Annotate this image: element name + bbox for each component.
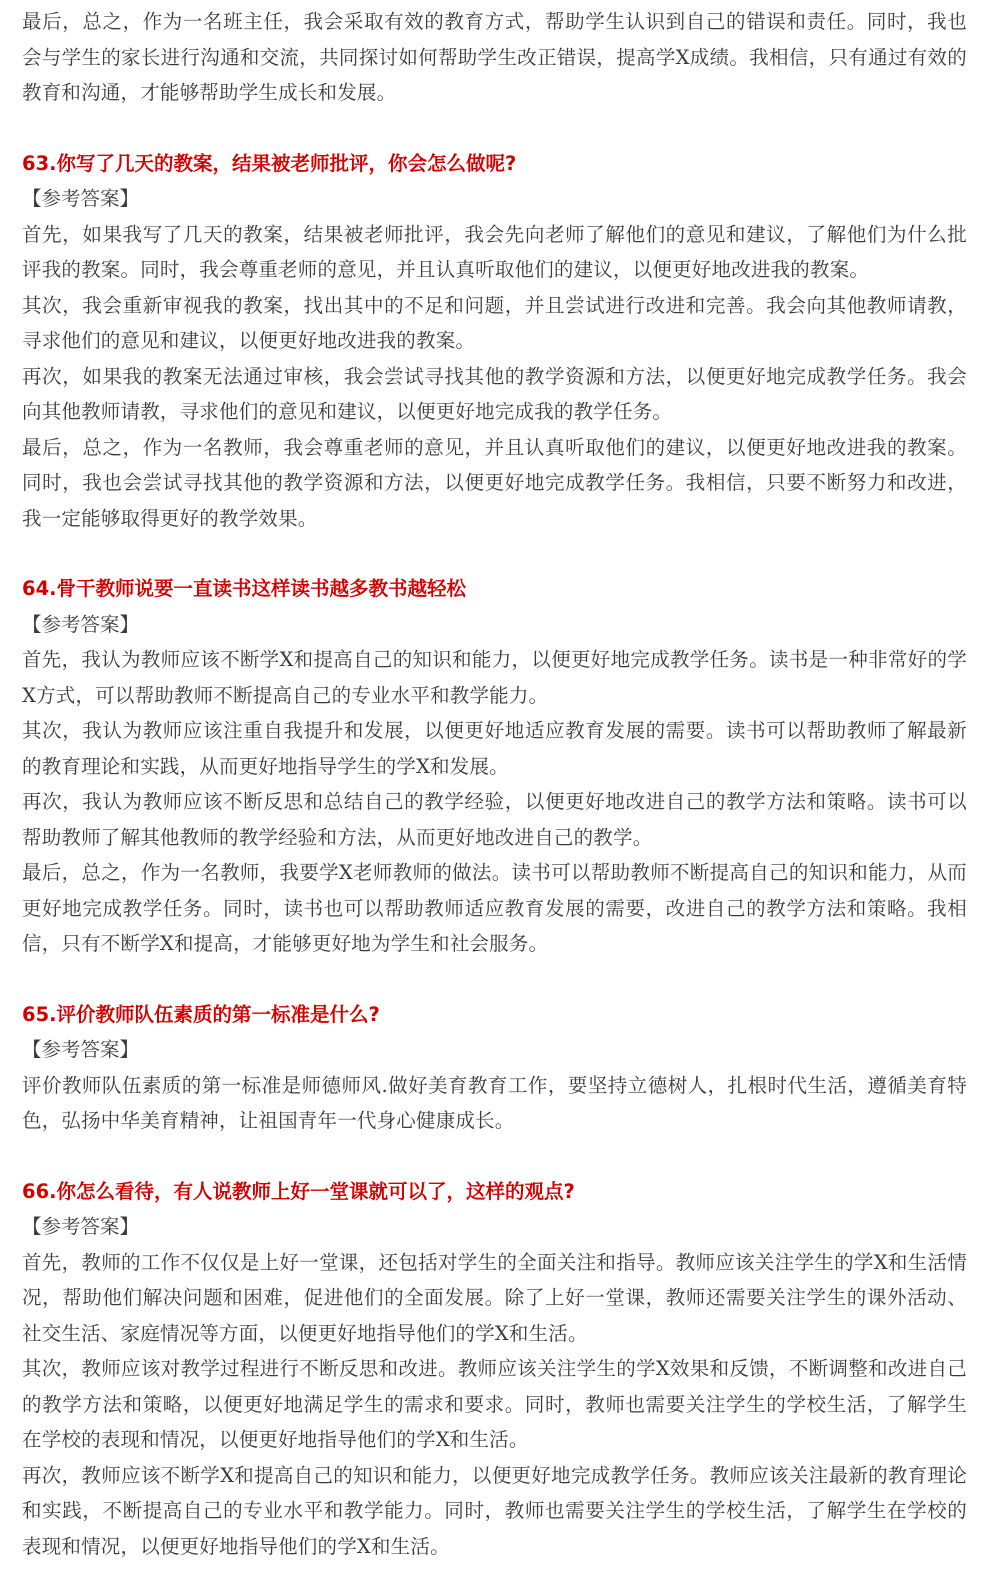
answer-paragraph: 其次，我认为教师应该注重自我提升和发展，以便更好地适应教育发展的需要。读书可以帮助教师了解最新的教育理论和实践，从而更好地指导学生的学X和发展。	[22, 719, 967, 778]
answer-paragraph: 首先，教师的工作不仅仅是上好一堂课，还包括对学生的全面关注和指导。教师应该关注学生的学X和生活情况，帮助他们解决问题和困难，促进他们的全面发展。除了上好一堂课，教师还需要关注学生的课外活动、社交生活、家庭情况等方面，以便更好地指导他们的学X和生活。	[22, 1250, 967, 1345]
answer-paragraph: 其次，我会重新审视我的教案，找出其中的不足和问题，并且尝试进行改进和完善。我会向其他教师请教，寻求他们的意见和建议，以便更好地改进我的教案。	[22, 293, 967, 352]
question-section-63	[22, 146, 967, 537]
intro-block	[22, 4, 967, 111]
question-section-64	[22, 571, 967, 962]
answer-paragraph: 再次，我认为教师应该不断反思和总结自己的教学经验，以便更好地改进自己的教学方法和策略。读书可以帮助教师了解其他教师的教学经验和方法，从而更好地改进自己的教学。	[22, 790, 967, 849]
answer-paragraph: 首先，如果我写了几天的教案，结果被老师批评，我会先向老师了解他们的意见和建议，了解他们为什么批评我的教案。同时，我会尊重老师的意见，并且认真听取他们的建议，以便更好地改进我的教案。	[22, 222, 967, 281]
question-title: 63.你写了几天的教案，结果被老师批评，你会怎么做呢?	[22, 151, 517, 175]
answer-paragraph: 其次，教师应该对教学过程进行不断反思和改进。教师应该关注学生的学X效果和反馈，不断调整和改进自己的教学方法和策略，以便更好地满足学生的需求和要求。同时，教师也需要关注学生的学校生活，了解学生在学校的表现和情况，以便更好地指导他们的学X和生活。	[22, 1357, 967, 1451]
answer-paragraph: 首先，我认为教师应该不断学X和提高自己的知识和能力，以便更好地完成教学任务。读书是一种非常好的学X方式，可以帮助教师不断提高自己的专业水平和教学能力。	[22, 648, 967, 707]
reference-answer-label: 【参考答案】	[22, 1038, 140, 1061]
intro-paragraph: 最后，总之，作为一名班主任，我会采取有效的教育方式，帮助学生认识到自己的错误和责任。同时，我也会与学生的家长进行沟通和交流，共同探讨如何帮助学生改正错误，提高学X成绩。我相信，只有通过有效的教育和沟通，才能够帮助学生成长和发展。	[22, 10, 967, 104]
answer-paragraph: 最后，总之，作为一名教师，我要学X老师教师的做法。读书可以帮助教师不断提高自己的知识和能力，从而更好地完成教学任务。同时，读书也可以帮助教师适应教育发展的需要，改进自己的教学方法和策略。我相信，只有不断学X和提高，才能够更好地为学生和社会服务。	[22, 861, 967, 955]
answer-paragraph: 最后，总之，作为一名教师，我会尊重老师的意见，并且认真听取他们的建议，以便更好地改进我的教案。同时，我也会尝试寻找其他的教学资源和方法，以便更好地完成教学任务。我相信，只要不断努力和改进，我一定能够取得更好的教学效果。	[22, 435, 967, 530]
question-section-66	[22, 1174, 967, 1565]
reference-answer-label: 【参考答案】	[22, 612, 140, 636]
question-section-65	[22, 997, 967, 1139]
reference-answer-label: 【参考答案】	[22, 1215, 140, 1238]
question-title: 66.你怎么看待，有人说教师上好一堂课就可以了，这样的观点?	[22, 1179, 575, 1203]
answer-paragraph: 再次，教师应该不断学X和提高自己的知识和能力，以便更好地完成教学任务。教师应该关注最新的教育理论和实践，不断提高自己的专业水平和教学能力。同时，教师也需要关注学生的学校生活，了解学生在学校的表现和情况，以便更好地指导他们的学X和生活。	[22, 1463, 967, 1558]
reference-answer-label: 【参考答案】	[22, 187, 140, 210]
answer-paragraph: 再次，如果我的教案无法通过审核，我会尝试寻找其他的教学资源和方法，以便更好地完成教学任务。我会向其他教师请教，寻求他们的意见和建议，以便更好地完成我的教学任务。	[22, 364, 967, 423]
question-title: 65.评价教师队伍素质的第一标准是什么?	[22, 1002, 380, 1026]
answer-paragraph: 评价教师队伍素质的第一标准是师德师风.做好美育教育工作，要坚持立德树人，扎根时代生活，遵循美育特色，弘扬中华美育精神，让祖国青年一代身心健康成长。	[22, 1073, 967, 1132]
question-title: 64.骨干教师说要一直读书这样读书越多教书越轻松	[22, 577, 467, 600]
